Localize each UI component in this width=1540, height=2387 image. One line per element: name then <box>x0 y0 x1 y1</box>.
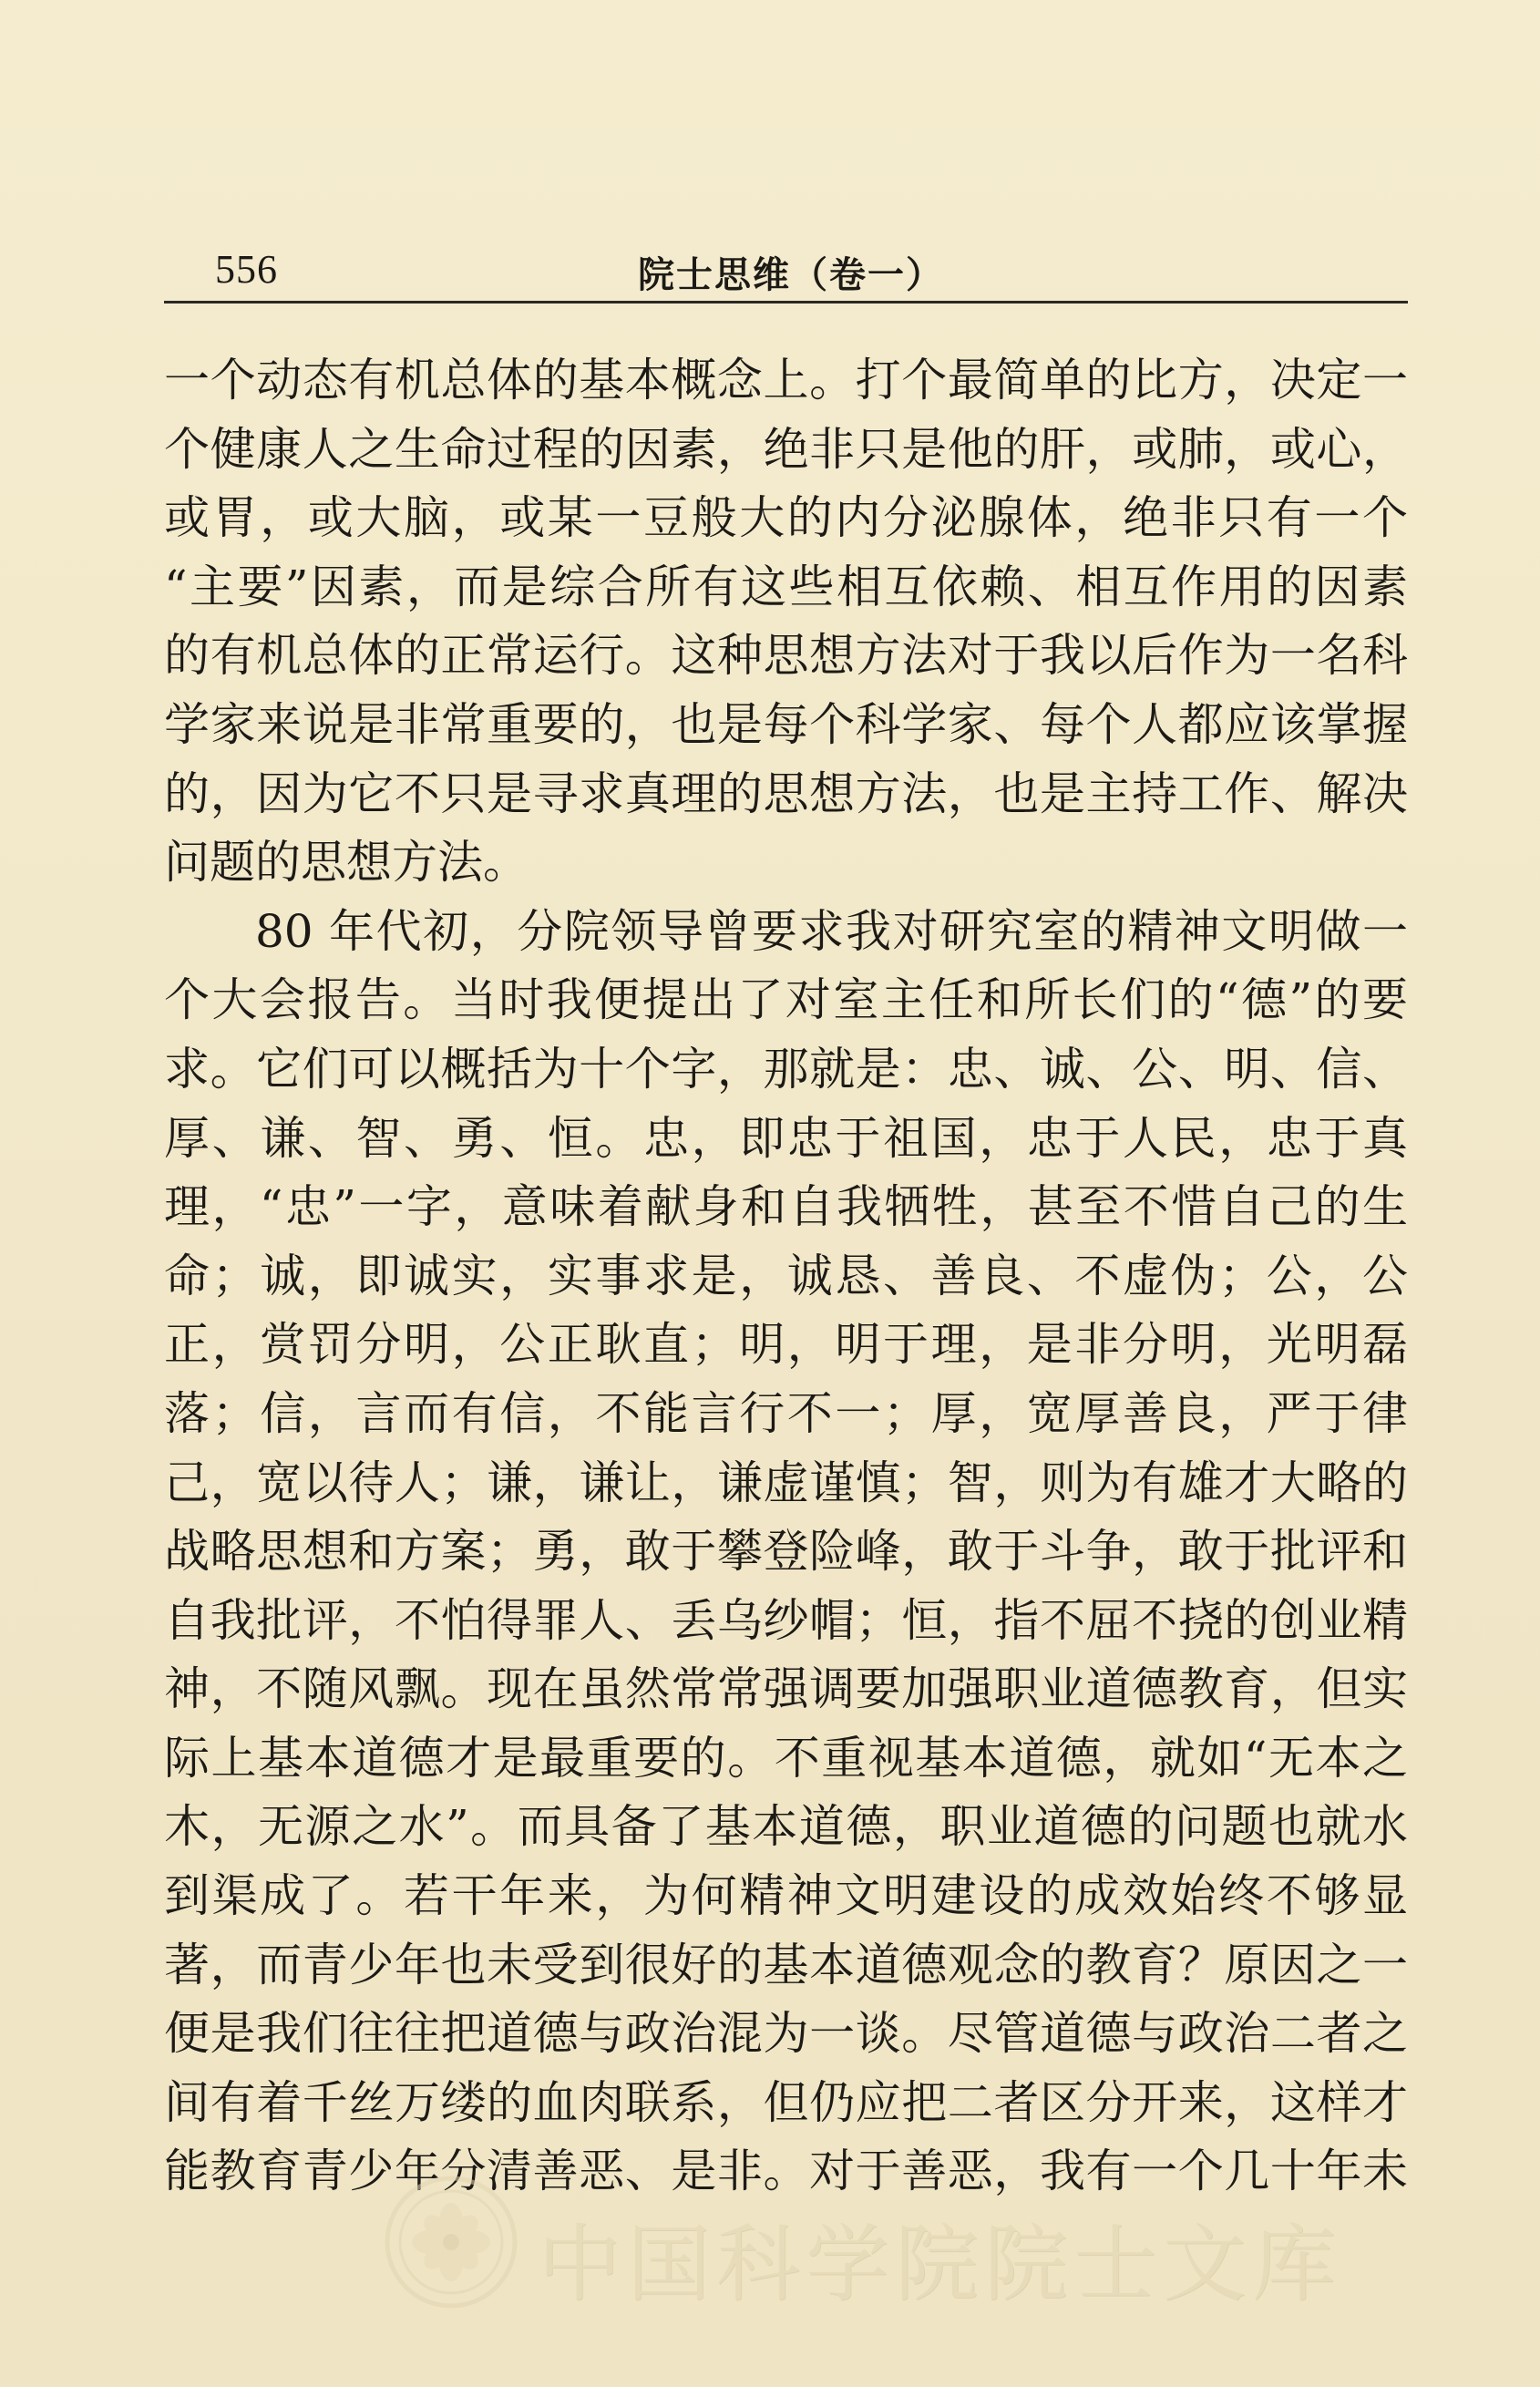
text-line: 己，宽以待人；谦，谦让，谦虚谨慎；智，则为有雄才大略的 <box>164 1456 1408 1509</box>
text-line: 理，“忠”一字，意味着献身和自我牺牲，甚至不惜自己的生 <box>164 1180 1408 1234</box>
cas-seal-icon <box>383 2174 519 2310</box>
text-line: 木，无源之水”。而具备了基本道德，职业道德的问题也就水 <box>164 1800 1408 1854</box>
watermark-text: 中国科学院院士文库 <box>538 2216 1342 2313</box>
text-line: 一个动态有机总体的基本概念上。打个最简单的比方，决定一 <box>164 354 1408 406</box>
text-line: 战略思想和方案；勇，敢于攀登险峰，敢于斗争，敢于批评和 <box>164 1525 1408 1579</box>
page-header <box>164 239 1408 303</box>
text-line: 的，因为它不只是寻求真理的思想方法，也是主持工作、解决 <box>164 767 1408 820</box>
text-line: 个健康人之生命过程的因素，绝非只是他的肝，或肺，或心， <box>164 422 1408 476</box>
text-line: “主要”因素，而是综合所有这些相互依赖、相互作用的因素 <box>164 560 1408 613</box>
page-number: 556 <box>215 247 278 292</box>
text-line: 求。它们可以概括为十个字，那就是：忠、诚、公、明、信、 <box>164 1042 1408 1096</box>
header-rule <box>164 301 1408 304</box>
text-line: 或胃，或大脑，或某一豆般大的内分泌腺体，绝非只有一个 <box>164 491 1408 545</box>
text-line: 的有机总体的正常运行。这种思想方法对于我以后作为一名科 <box>164 629 1408 683</box>
text-line: 际上基本道德才是最重要的。不重视基本道德，就如“无本之 <box>164 1731 1408 1785</box>
text-line: 到渠成了。若干年来，为何精神文明建设的成效始终不够显 <box>164 1869 1408 1923</box>
text-line: 能教育青少年分清善恶、是非。对于善恶，我有一个几十年未 <box>164 2145 1408 2198</box>
text-line: 著，而青少年也未受到很好的基本道德观念的教育？原因之一 <box>164 1938 1408 1991</box>
text-line: 个大会报告。当时我便提出了对室主任和所长们的“德”的要 <box>164 973 1408 1027</box>
text-line: 神，不随风飘。现在虽然常常强调要加强职业道德教育，但实 <box>164 1662 1408 1716</box>
text-line: 厚、谦、智、勇、恒。忠，即忠于祖国，忠于人民，忠于真 <box>164 1111 1408 1165</box>
text-line: 自我批评，不怕得罪人、丢乌纱帽；恒，指不屈不挠的创业精 <box>164 1593 1408 1647</box>
library-watermark <box>364 2165 1342 2320</box>
body-text <box>164 346 1408 2207</box>
running-title: 院士思维（卷一） <box>638 254 944 296</box>
paragraph-start-line: 80 年代初，分院领导曾要求我对研究室的精神文明做一 <box>255 904 1408 958</box>
text-line: 落；信，言而有信，不能言行不一；厚，宽厚善良，严于律 <box>164 1386 1408 1440</box>
text-line: 便是我们往往把道德与政治混为一谈。尽管道德与政治二者之 <box>164 2007 1408 2061</box>
text-line: 问题的思想方法。 <box>164 836 529 890</box>
text-line: 学家来说是非常重要的，也是每个科学家、每个人都应该掌握 <box>164 697 1408 751</box>
text-line: 间有着千丝万缕的血肉联系，但仍应把二者区分开来，这样才 <box>164 2075 1408 2129</box>
text-line: 命；诚，即诚实，实事求是，诚恳、善良、不虚伪；公，公 <box>164 1249 1408 1302</box>
text-line: 正，赏罚分明，公正耿直；明，明于理，是非分明，光明磊 <box>164 1318 1408 1372</box>
